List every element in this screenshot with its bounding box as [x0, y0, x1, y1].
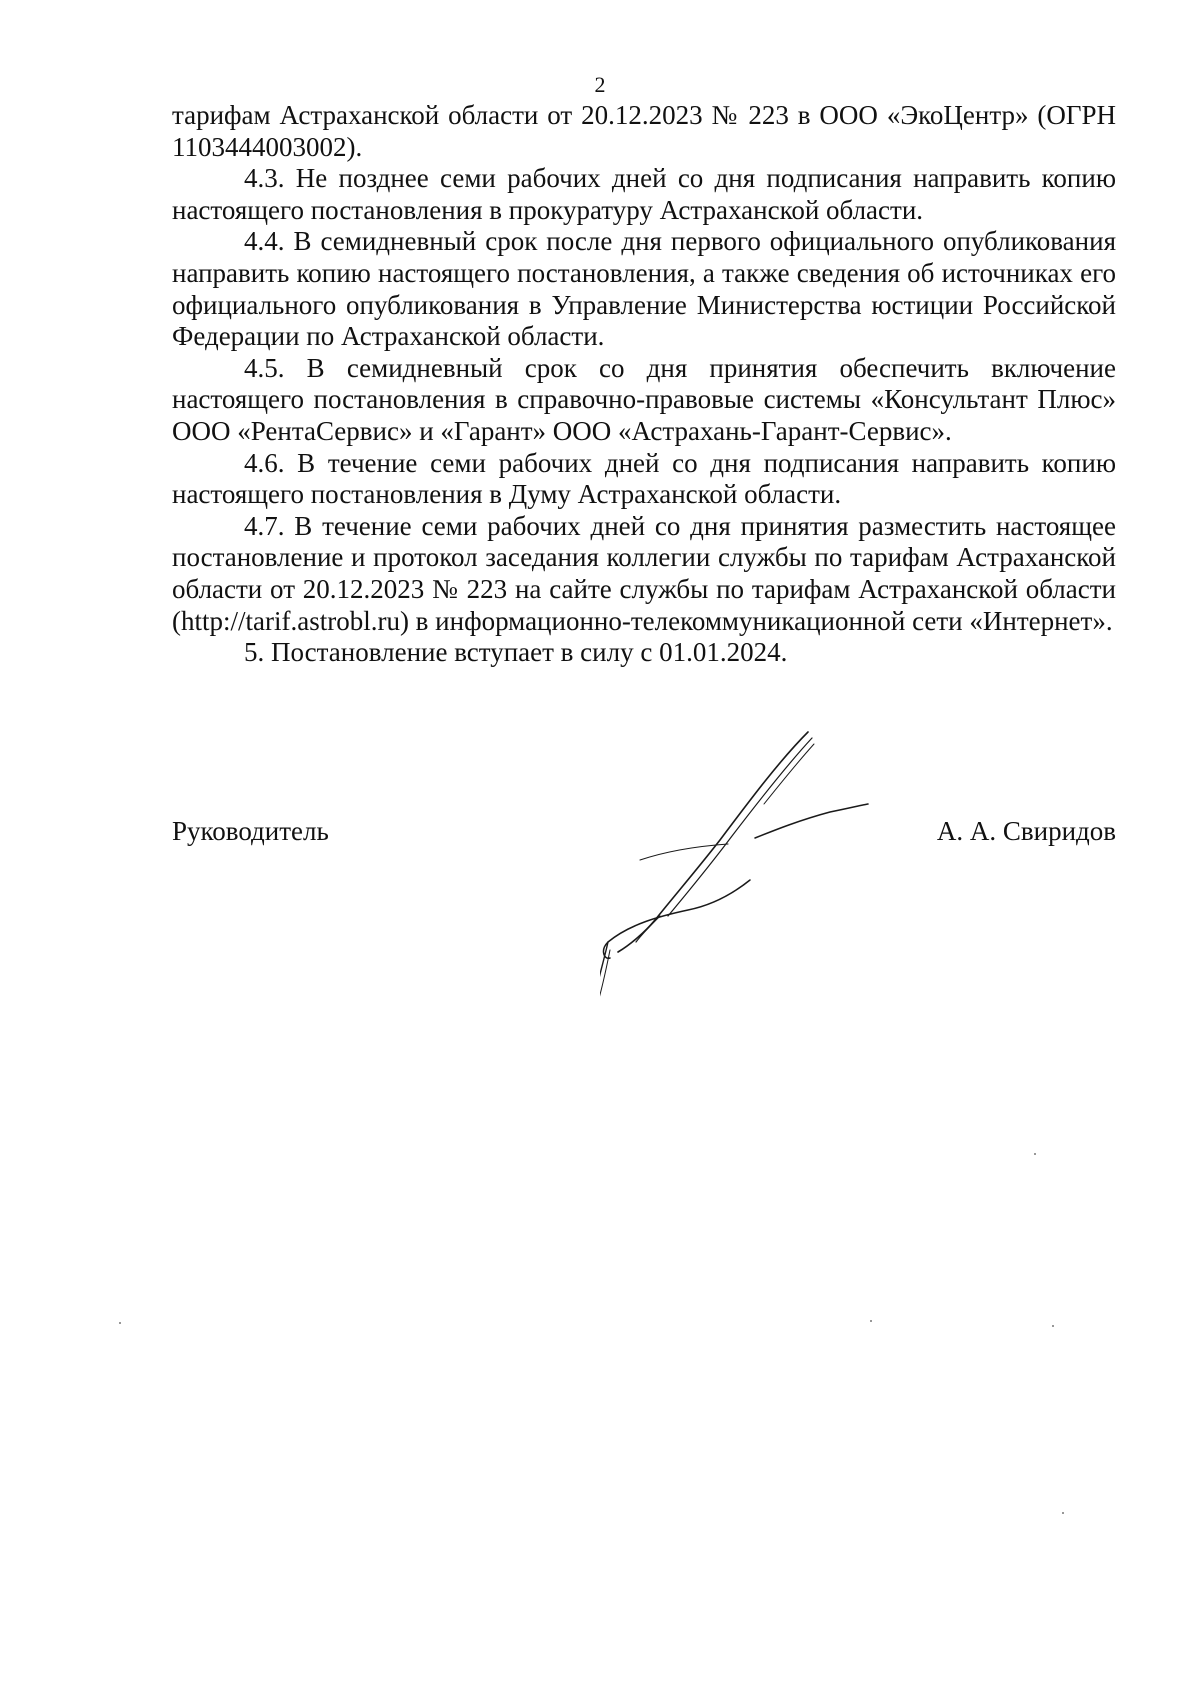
scan-speck — [119, 1322, 121, 1324]
signatory-name: А. А. Свиридов — [936, 816, 1116, 846]
paragraph-4-7: 4.7. В течение семи рабочих дней со дня принятия разместить настоящее постановление и протокол заседания коллегии службы по тарифам Астраханской области от 20.12.2023 № 223 на сайте службы по тарифам Астраханской области (http://tarif.astrobl.ru) в информационно-телекоммуникационной сети «Интернет». — [172, 510, 1116, 636]
scan-speck — [1034, 1153, 1036, 1155]
scan-speck — [1052, 1325, 1054, 1327]
signatory-position: Руководитель — [172, 816, 329, 846]
document-body — [172, 100, 1116, 669]
paragraph-4-6: 4.6. В течение семи рабочих дней со дня подписания направить копию настоящего постановления в Думу Астраханской области. — [172, 447, 1116, 510]
paragraph-5: 5. Постановление вступает в силу с 01.01.2024. — [244, 637, 788, 668]
paragraph-4-3: 4.3. Не позднее семи рабочих дней со дня подписания направить копию настоящего постановления в прокуратуру Астраханской области. — [172, 163, 1116, 225]
scan-speck — [870, 1320, 872, 1322]
handwritten-signature — [600, 720, 900, 1010]
paragraph-4-5: 4.5. В семидневный срок со дня принятия обеспечить включение настоящего постановления в справочно-правовые системы «Консультант Плюс» ООО «РентаСервис» и «Гарант» ООО «Астрахань-Гарант-Сервис». — [172, 352, 1116, 446]
page-number: 2 — [594, 72, 606, 97]
paragraph-4-2-continuation: тарифам Астраханской области от 20.12.2023 № 223 в ООО «ЭкоЦентр» (ОГРН 1103444003002). — [172, 100, 1116, 162]
paragraph-4-4: 4.4. В семидневный срок после дня первого официального опубликования направить копию настоящего постановления, а также сведения об источниках его официального опубликования в Управление Министерства юстиции Российской Федерации по Астраханской области. — [172, 226, 1116, 352]
scan-speck — [1062, 1512, 1064, 1514]
